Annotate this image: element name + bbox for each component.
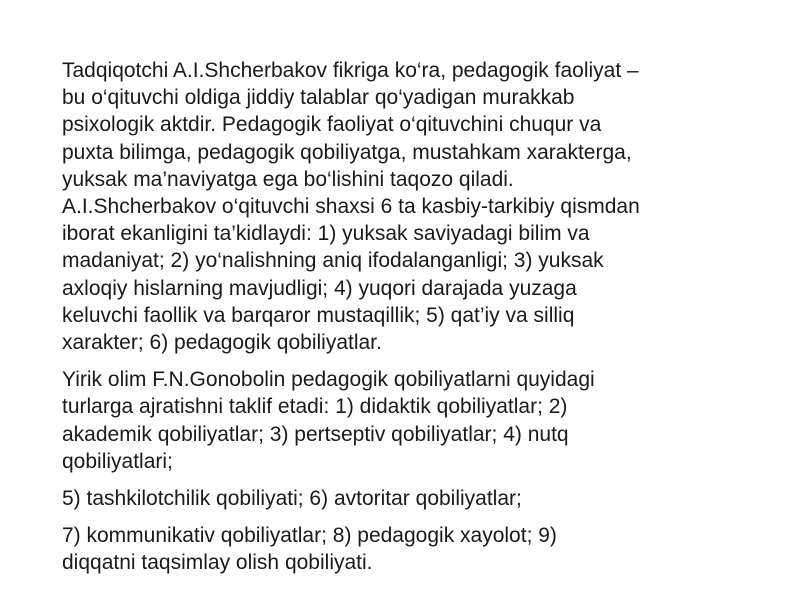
text-line: bu o‘qituvchi oldiga jiddiy talablar qo‘yadigan murakkab (62, 86, 575, 110)
text-line: puxta bilimga, pedagogik qobiliyatga, mustahkam xarakterga, (62, 140, 632, 164)
text-line: Yirik olim F.N.Gonobolin pedagogik qobiliyatlarni quyidagi (62, 368, 595, 392)
text-line: akademik qobiliyatlar; 3) pertseptiv qobiliyatlar; 4) nutq (62, 422, 569, 446)
text-line: keluvchi faollik va barqaror mustaqillik; 5) qat’iy va silliq (62, 303, 575, 327)
paragraph-1 (62, 57, 752, 356)
paragraph-2 (62, 366, 752, 475)
text-line: diqqatni taqsimlay olish qobiliyati. (62, 551, 373, 575)
text-line: xarakter; 6) pedagogik qobiliyatlar. (62, 331, 382, 355)
text-line: yuksak ma’naviyatga ega bo‘lishini taqozo qiladi. (62, 167, 514, 191)
text-line: A.I.Shcherbakov o‘qituvchi shaxsi 6 ta kasbiy-tarkibiy qismdan (62, 195, 640, 219)
text-line: turlarga ajratishni taklif etadi: 1) didaktik qobiliyatlar; 2) (62, 395, 568, 419)
text-line: iborat ekanligini ta’kidlaydi: 1) yuksak saviyadagi bilim va (62, 222, 590, 246)
paragraph-4 (62, 522, 752, 576)
text-line: 7) kommunikativ qobiliyatlar; 8) pedagogik xayolot; 9) (62, 524, 557, 548)
text-body (62, 57, 752, 577)
text-line: qobiliyatlari; (62, 449, 173, 473)
text-line: 5) tashkilotchilik qobiliyati; 6) avtoritar qobiliyatlar; (62, 487, 522, 511)
text-line: psixologik aktdir. Pedagogik faoliyat o‘qituvchini chuqur va (62, 113, 602, 137)
text-line: Tadqiqotchi A.I.Shcherbakov fikriga ko‘ra, pedagogik faoliyat – (62, 59, 639, 82)
text-line: axloqiy hislarning mavjudligi; 4) yuqori darajada yuzaga (62, 276, 577, 300)
text-line: madaniyat; 2) yo‘nalishning aniq ifodalanganligi; 3) yuksak (62, 249, 604, 273)
paragraph-3 (62, 485, 752, 512)
